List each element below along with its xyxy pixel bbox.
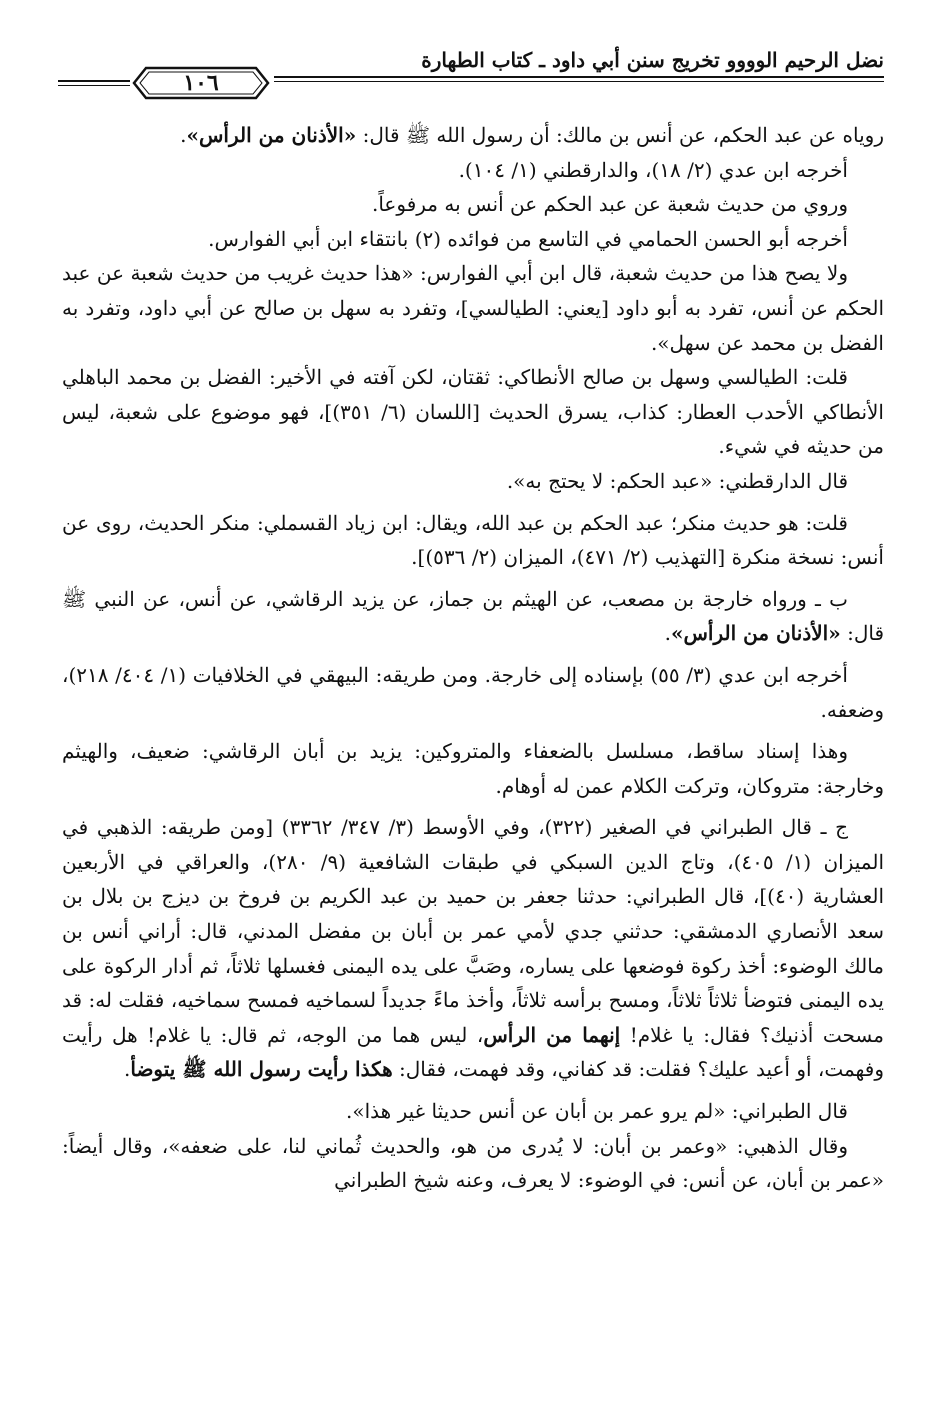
paragraph [62, 360, 884, 464]
bold-text: هكذا رأيت رسول الله ﷺ يتوضأ [130, 1057, 393, 1082]
paragraph [62, 810, 884, 1087]
text-run: أخرجه ابن عدي (٢/ ١٨)، والدارقطني (١/ ١٠٤). [458, 157, 848, 182]
running-header [58, 46, 884, 102]
paragraph [62, 506, 884, 575]
paragraph [62, 1094, 884, 1129]
text-run: وهذا إسناد ساقط، مسلسل بالضعفاء والمتروكين: يزيد بن أبان الرقاشي: ضعيف، والهيثم وخارجة: متروكان، وتركت الكلام عمن له أوهام. [62, 739, 884, 798]
text-run: ج ـ قال الطبراني في الصغير (٣٢٢)، وفي الأوسط (٣/ ٣٤٧/ ٣٣٦٢) [ومن طريقه: الذهبي في الميزان (١/ ٤٠٥)، وتاج الدين السبكي في طبقات الشافعية (٩/ ٢٨٠)، والعراقي في الأربعين العشارية (٤٠)]، قال الطبراني: حدثنا جعفر بن حميد بن عبد الكريم بن فروخ بن ديزج بن بلال بن سعد الأنصاري الدمشقي: حدثني جدي لأمي عمر بن أبان بن مفضل المدني، قال: أراني أنس بن مالك الوضوء: أخذ ركوة فوضعها على يساره، وصَبَّ على يده اليمنى فغسلها ثلاثاً، ثم أدار الركوة على يده اليمنى فتوضأ ثلاثاً ثلاثاً، ومسح برأسه ثلاثاً، وأخذ ماءً جديداً لسماخيه فمسح سماخيه، فقلت له: قد مسحت أذنيك؟ فقال: يا غلام! [62, 815, 884, 1047]
header-rule-right-top [274, 76, 884, 78]
text-run: أخرجه ابن عدي (٣/ ٥٥) بإسناده إلى خارجة. ومن طريقه: البيهقي في الخلافيات (١/ ٤٠٤/ ٢١٨)، وضعفه. [62, 662, 884, 722]
paragraph [62, 658, 884, 727]
paragraph [62, 582, 884, 651]
bold-text: إنهما من الرأس [483, 1022, 621, 1047]
paragraph [62, 256, 884, 360]
paragraph [62, 222, 884, 257]
header-rule-left-top [58, 80, 130, 82]
text-run: ب ـ ورواه خارجة بن مصعب، عن الهيثم بن جماز، عن يزيد الرقاشي، عن أنس، عن النبي ﷺ قال: [62, 586, 884, 646]
body-text [62, 118, 884, 1396]
text-run: قلت: هو حديث منكر؛ عبد الحكم بن عبد الله، ويقال: ابن زياد القسملي: منكر الحديث، روى عن أنس: نسخة منكرة [التهذيب (٢/ ٤٧١)، الميزان (٢/ ٥٣٦)]. [62, 510, 884, 570]
text-run: . [664, 621, 671, 646]
text-run: ولا يصح هذا من حديث شعبة، قال ابن أبي الفوارس: «هذا حديث غريب من حديث شعبة عن عبد الحكم عن أنس، تفرد به أبو داود [يعني: الطيالسي]، وتفرد به سهل بن صالح عن أبي داود، وتفرد به الفضل بن محمد عن سهل». [62, 261, 884, 355]
header-title: نضل الرحيم الوووو تخريج سنن أبي داود ـ كتاب الطهارة [421, 48, 884, 72]
page-number: ١٠٦ [183, 70, 219, 96]
text-run: . [180, 123, 187, 147]
text-run: ، ليس هما من الوجه، ثم قال: يا غلام! هل رأيت وفهمت، أو أعيد عليك؟ فقلت: قد كفاني، وقد فهمت، فقال: [62, 1022, 884, 1082]
bold-text: «الأذنان من الرأس» [186, 123, 357, 147]
paragraph [62, 187, 884, 222]
paragraph [62, 118, 884, 153]
text-run: أخرجه أبو الحسن الحمامي في التاسع من فوائده (٢) بانتقاء ابن أبي الفوارس. [208, 226, 848, 251]
text-run: قال الطبراني: «لم يرو عمر بن أبان عن أنس حديثا غير هذا». [346, 1099, 848, 1124]
header-rule-right-bottom [274, 81, 884, 82]
paragraph [62, 464, 884, 499]
paragraph [62, 153, 884, 188]
text-run: روياه عن عبد الحكم، عن أنس بن مالك: أن رسول الله ﷺ قال: [356, 123, 884, 147]
text-run: قلت: الطيالسي وسهل بن صالح الأنطاكي: ثقتان، لكن آفته في الأخير: الفضل بن محمد الباهلي الأنطاكي الأحدب العطار: كذاب، يسرق الحديث [اللسان (٦/ ٣٥١)]، فهو موضوع على شعبة، ليس من حديثه في شيء. [62, 365, 884, 459]
text-run: . [123, 1057, 131, 1082]
text-run: وقال الذهبي: «وعمر بن أبان: لا يُدرى من هو، والحديث ثُماني لنا، على ضعفه»، وقال أيضاً: «عمر بن أبان، عن أنس: في الوضوء: لا يعرف، وعنه شيخ الطبراني [62, 1133, 884, 1193]
header-rule-left-bottom [58, 85, 130, 86]
paragraph [62, 1129, 884, 1198]
bold-text: «الأذنان من الرأس» [670, 621, 841, 646]
text-run: وروي من حديث شعبة عن عبد الحكم عن أنس به مرفوعاً. [371, 192, 848, 217]
paragraph [62, 734, 884, 803]
text-run: قال الدارقطني: «عبد الحكم: لا يحتج به». [506, 468, 848, 493]
